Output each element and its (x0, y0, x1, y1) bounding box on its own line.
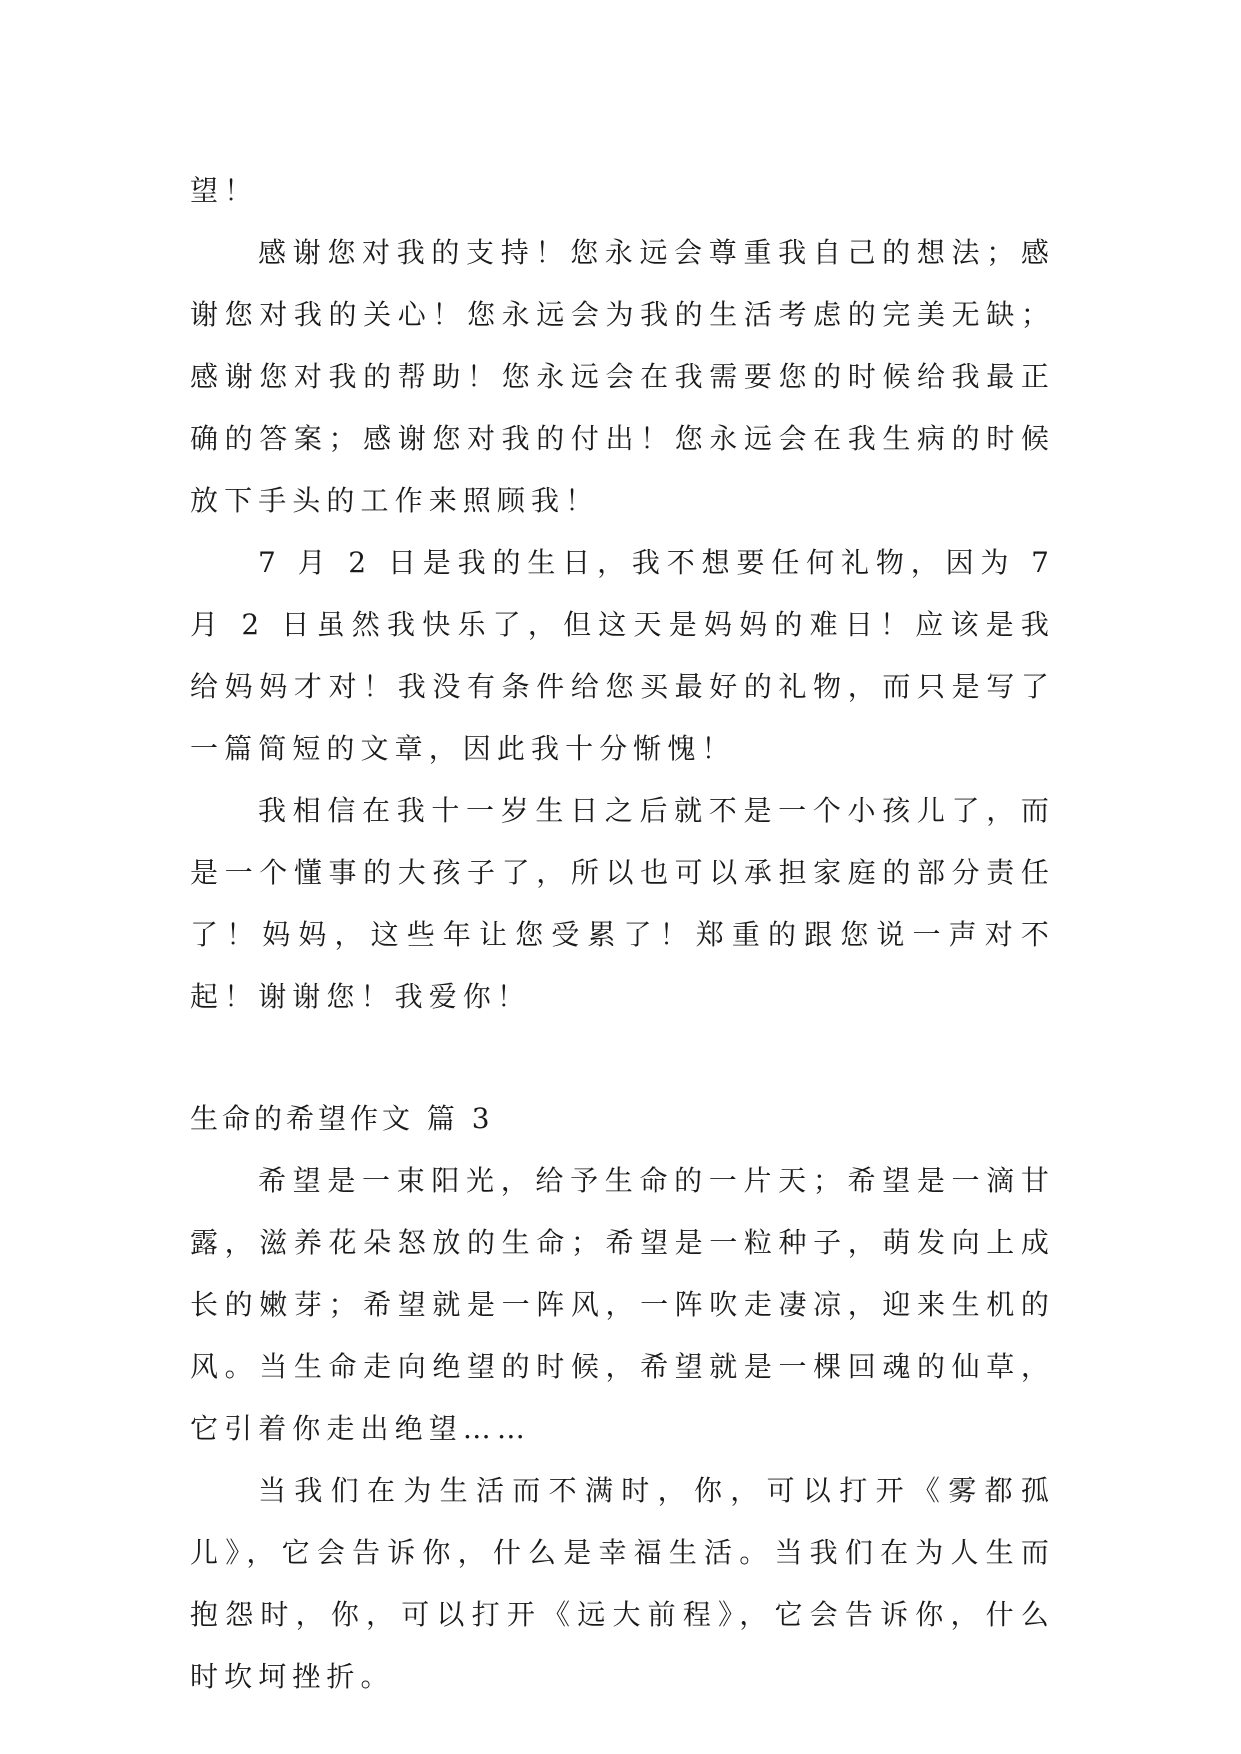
paragraph-continuation: 望！ (190, 174, 259, 207)
paragraph-hope: 希望是一束阳光，给予生命的一片天；希望是一滴甘露，滋养花朵怒放的生命；希望是一粒种子，萌发向上成长的嫩芽；希望就是一阵风，一阵吹走凄凉，迎来生机的风。当生命走向绝望的时候，希望就是一棵回魂的仙草，它引着你走出绝望…… (190, 1164, 1055, 1445)
section-gap (190, 1028, 1055, 1088)
paragraph-gratitude: 感谢您对我的支持！您永远会尊重我自己的想法；感谢您对我的关心！您永远会为我的生活考虑的完美无缺；感谢您对我的帮助！您永远会在我需要您的时候给我最正确的答案；感谢您对我的付出！您永远会在我生病的时候放下手头的工作来照顾我！ (190, 236, 1055, 517)
paragraph-books: 当我们在为生活而不满时，你，可以打开《雾都孤儿》，它会告诉你，什么是幸福生活。当我们在为人生而抱怨时，你，可以打开《远大前程》，它会告诉你，什么时坎坷挫折。 (190, 1474, 1055, 1693)
paragraph-birthday: 7 月 2 日是我的生日，我不想要任何礼物，因为 7 月 2 日虽然我快乐了，但这天是妈妈的难日！应该是我给妈妈才对！我没有条件给您买最好的礼物，而只是写了一篇简短的文章，因此我十分惭愧！ (190, 546, 1055, 765)
document-page (190, 160, 1055, 1708)
paragraph-growing-up: 我相信在我十一岁生日之后就不是一个小孩儿了，而是一个懂事的大孩子了，所以也可以承担家庭的部分责任了！妈妈，这些年让您受累了！郑重的跟您说一声对不起！谢谢您！我爱你！ (190, 794, 1055, 1013)
section-heading: 生命的希望作文 篇 3 (190, 1102, 494, 1135)
